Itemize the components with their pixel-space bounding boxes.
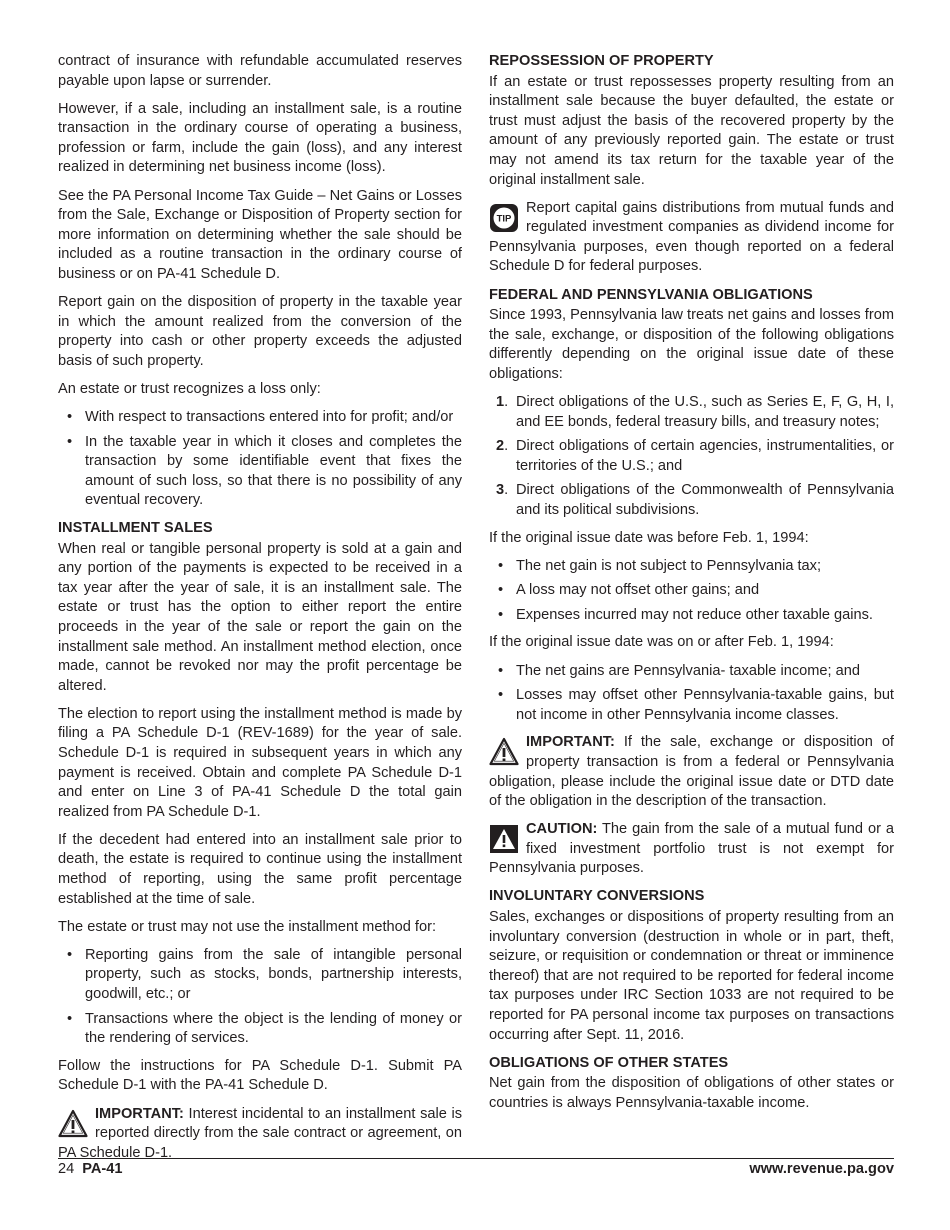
list-item: 3 . Direct obligations of the Commonwealth of Pennsylvania and its political subdivisions. xyxy=(489,481,894,520)
after-bullet-list xyxy=(489,662,894,726)
tip-text: Report capital gains distributions from mutual funds and regulated investment companies as dividend income for Pennsylvania purposes, even though reported on a federal Schedule D for federal purposes. xyxy=(489,199,894,275)
paragraph: The estate or trust may not use the installment method for: xyxy=(58,918,436,935)
paragraph: If an estate or trust repossesses property resulting from an installment sale because the buyer defaulted, the estate or trust must adjust the basis of the recovered property by the amount of any previously reported gain. The estate or trust may not amend its tax return for the taxable year of the original installment sale. xyxy=(489,73,894,188)
list-item: 1 . Direct obligations of the U.S., such as Series E, F, G, H, I, and EE bonds, federal treasury bills, and treasury notes; xyxy=(489,393,894,432)
list-item: • Expenses incurred may not reduce other taxable gains. xyxy=(489,606,894,626)
list-number: 3 . xyxy=(496,481,508,501)
form-name: PA-41 xyxy=(82,1161,123,1177)
list-item: • With respect to transactions entered into for profit; and/or xyxy=(58,408,462,428)
installment-bullet-list xyxy=(58,946,462,1049)
paragraph: Report gain on the disposition of property in the taxable year in which the amount realized from the conversion of the property into cash or other property exceeds the adjusted basis of such property. xyxy=(58,294,462,369)
important-label: IMPORTANT: xyxy=(95,1105,184,1122)
svg-text:TIP: TIP xyxy=(496,213,512,225)
warning-icon xyxy=(489,737,519,767)
tip-note xyxy=(489,199,894,277)
list-number: 1 . xyxy=(496,393,508,413)
paragraph: The election to report using the installment method is made by filing a PA Schedule D-1 (REV-1689) for the year of sale. Schedule D-1 is required in subsequent years in which any payment is received. Obtain and complete PA Schedule D-1 and enter on Line 3 of PA-41 Schedule D the total gain realized from PA Schedule D-1. xyxy=(58,705,462,820)
list-item: • Losses may offset other Pennsylvania-taxable gains, but not income in other Pennsylvania income classes. xyxy=(489,686,894,725)
paragraph: However, if a sale, including an installment sale, is a routine transaction in the ordinary course of operating a business, profession or farm, include the gain (loss), and any interest realized in determining net business income (loss). xyxy=(58,100,462,176)
loss-bullet-list xyxy=(58,408,462,511)
paragraph: Follow the instructions for PA Schedule D-1. Submit PA Schedule D-1 with the PA-41 Schedule D. xyxy=(58,1057,462,1094)
before-bullet-list xyxy=(489,557,894,626)
paragraph: If the original issue date was before Feb. 1, 1994: xyxy=(489,529,809,546)
left-column xyxy=(58,52,462,1172)
important-text: Interest incidental to an installment sale is reported directly from the sale contract or agreement, on PA Schedule D-1. xyxy=(58,1105,462,1161)
page-number: 24 xyxy=(58,1161,75,1177)
section-heading-installment-sales: INSTALLMENT SALES xyxy=(58,519,213,536)
important-text: If the sale, exchange or disposition of property transaction is from a federal or Pennsylvania obligation, please include the original issue date or DTD date of the obligation in the description of the transaction. xyxy=(489,734,894,810)
page-footer xyxy=(58,1158,894,1179)
list-item: • The net gain is not subject to Pennsylvania tax; xyxy=(489,557,894,577)
website-url: www.revenue.pa.gov xyxy=(749,1161,894,1177)
caution-note xyxy=(489,820,894,879)
list-item: • Reporting gains from the sale of intangible personal property, such as stocks, bonds, partnership interests, goodwill, etc.; or xyxy=(58,946,462,1005)
paragraph: When real or tangible personal property is sold at a gain and any portion of the payments is expected to be received in a tax year after the year of sale, it is an installment sale. The estate or trust has the option to either report the entire proceeds in the year of the sale or report the gain on the installment sale method. An installment method election, once made, cannot be revoked nor may the profit percentage be altered. xyxy=(58,540,462,694)
caution-text: The gain from the sale of a mutual fund or a fixed investment portfolio trust is not exempt for Pennsylvania purposes. xyxy=(489,821,894,877)
tip-icon xyxy=(489,203,519,233)
section-heading-federal-obligations: FEDERAL AND PENNSYLVANIA OBLIGATIONS xyxy=(489,286,813,303)
paragraph: If the decedent had entered into an installment sale prior to death, the estate is required to continue using the installment method of reporting, using the same profit percentage established at the time of sale. xyxy=(58,831,462,907)
paragraph: See the PA Personal Income Tax Guide – Net Gains or Losses from the Sale, Exchange or Disposition of Property section for more information on determining whether the sale should be included as a routine transaction in the ordinary course of business or on PA-41 Schedule D. xyxy=(58,187,462,282)
important-note xyxy=(489,733,894,811)
section-heading-involuntary-conversions: INVOLUNTARY CONVERSIONS xyxy=(489,888,705,905)
important-label: IMPORTANT: xyxy=(526,734,615,751)
list-item: • Transactions where the object is the lending of money or the rendering of services. xyxy=(58,1010,462,1049)
paragraph: contract of insurance with refundable accumulated reserves payable upon lapse or surrender. xyxy=(58,53,462,89)
paragraph: If the original issue date was on or after Feb. 1, 1994: xyxy=(489,634,834,651)
list-number: 2 . xyxy=(496,437,508,457)
section-heading-other-states: OBLIGATIONS OF OTHER STATES xyxy=(489,1054,729,1071)
paragraph: Net gain from the disposition of obligations of other states or countries is always Pennsylvania-taxable income. xyxy=(489,1075,894,1111)
caution-icon xyxy=(489,824,519,854)
obligations-numbered-list xyxy=(489,393,894,521)
paragraph: Sales, exchanges or dispositions of property resulting from an involuntary conversion (destruction in whole or in part, theft, seizure, or requisition or condemnation or threat or imminence thereof) that are not required to be reported for federal income tax purposes under IRC Section 1033 are not required to be reported for PA personal income tax purposes on transactions occurring after Sept. 11, 2016. xyxy=(489,909,894,1043)
section-heading-repossession: REPOSSESSION OF PROPERTY xyxy=(489,53,714,69)
caution-label: CAUTION: xyxy=(526,821,598,838)
right-column xyxy=(489,52,894,1122)
paragraph: Since 1993, Pennsylvania law treats net gains and losses from the sale, exchange, or disposition of the following obligations differently depending on the original issue date of these obligations: xyxy=(489,307,894,382)
list-item: • The net gains are Pennsylvania- taxable income; and xyxy=(489,662,894,682)
list-item: • In the taxable year in which it closes and completes the transaction by some identifiable event that fixes the amount of such loss, so that there is no possibility of any eventual recovery. xyxy=(58,433,462,511)
important-note xyxy=(58,1105,462,1164)
warning-icon xyxy=(58,1109,88,1139)
list-item: • A loss may not offset other gains; and xyxy=(489,581,894,601)
paragraph: An estate or trust recognizes a loss only: xyxy=(58,380,321,397)
list-item: 2 . Direct obligations of certain agencies, instrumentalities, or territories of the U.S.; and xyxy=(489,437,894,476)
